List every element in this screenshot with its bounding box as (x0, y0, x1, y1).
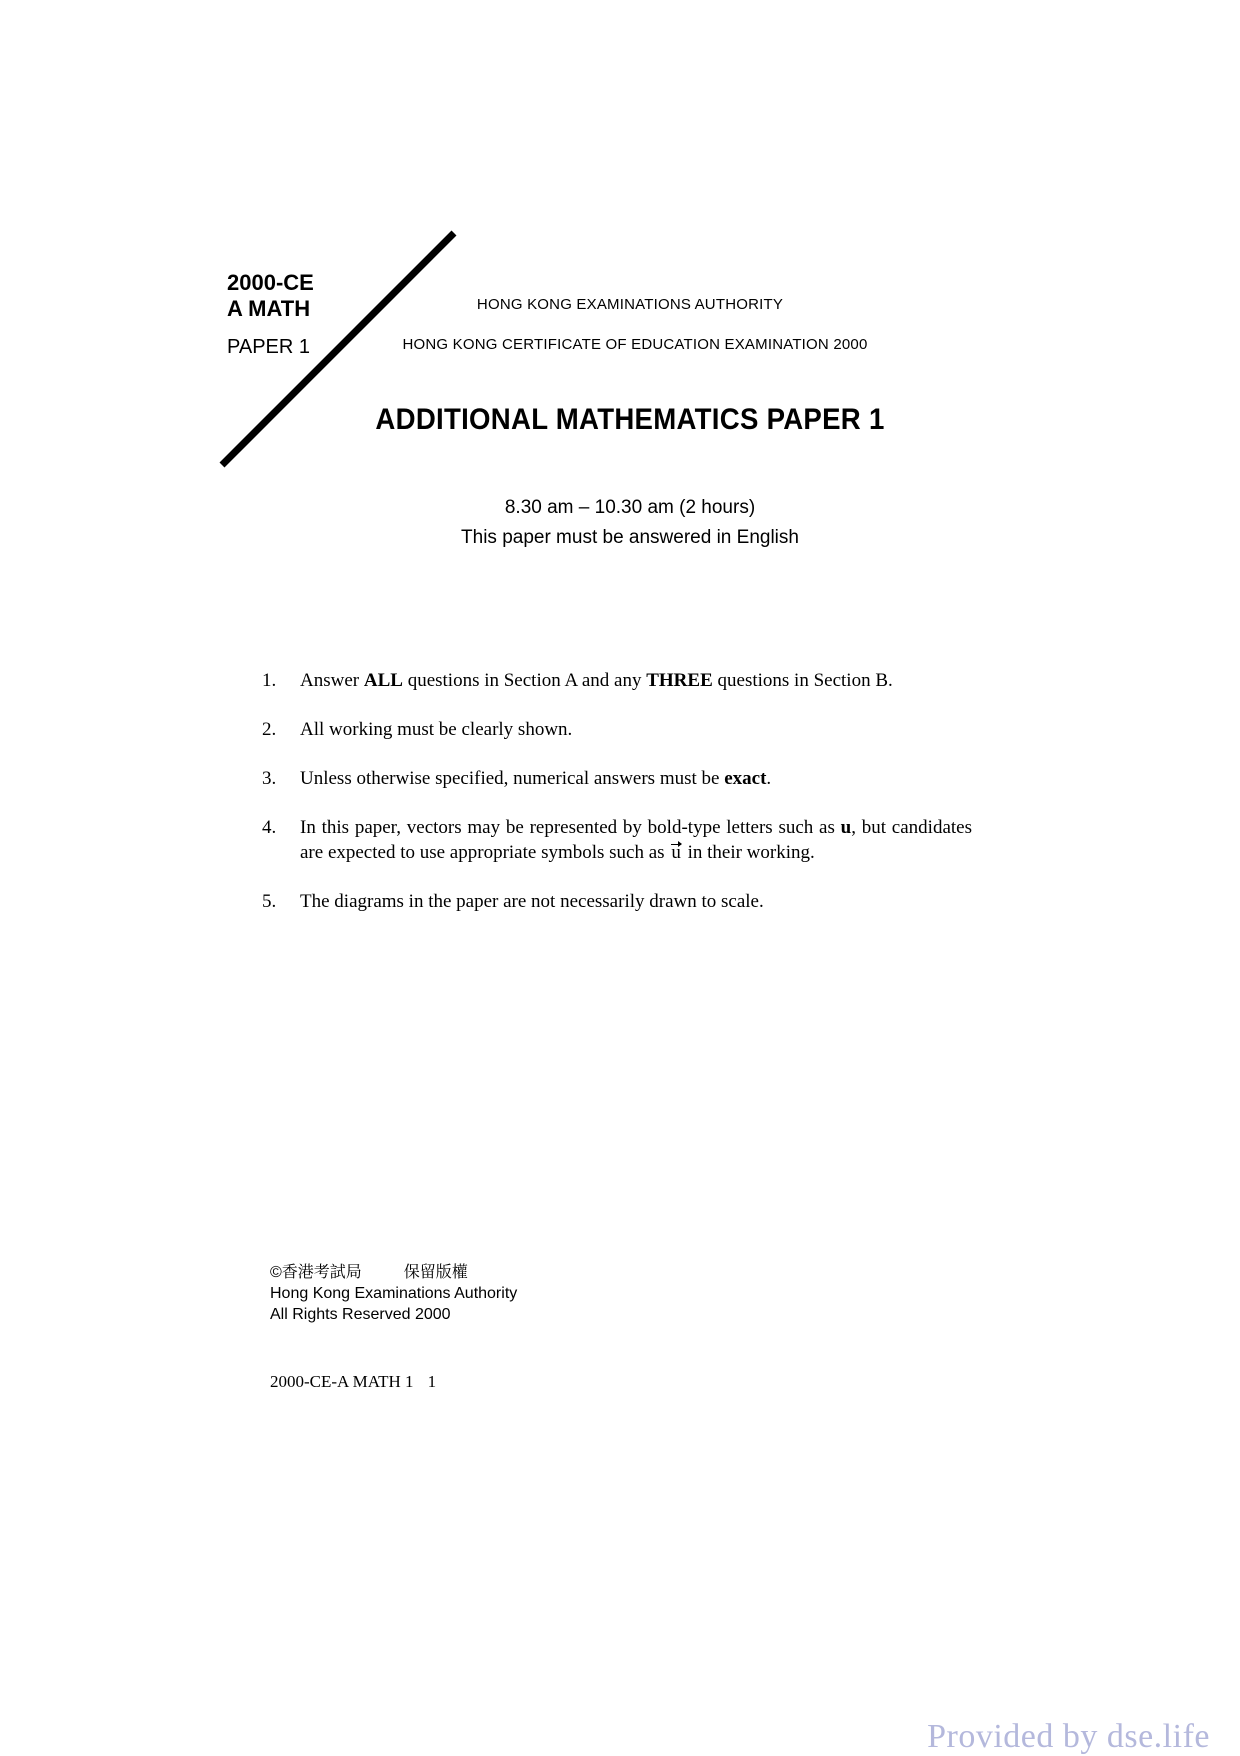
exam-timing: 8.30 am – 10.30 am (2 hours) (504, 497, 756, 518)
watermark: Provided by dse.life (927, 1718, 1210, 1755)
footer-code: 2000-CE-A MATH 1 (270, 1372, 414, 1391)
instruction-number: 4. (262, 817, 277, 838)
footer (270, 1372, 436, 1392)
page-title: ADDITIONAL MATHEMATICS PAPER 1 (375, 403, 885, 436)
diagonal-slash (210, 225, 470, 485)
instruction-text: Unless otherwise specified, numerical answers must be (300, 768, 725, 789)
paper-code-line1: 2000-CE (227, 270, 314, 295)
instruction-item (262, 717, 972, 742)
instruction-number: 3. (262, 768, 277, 789)
instruction-text: , but candidates are expected to use appropriate symbols such as (300, 817, 972, 863)
instructions-list (262, 668, 972, 938)
copyright-chinese-right: 保留版權 (403, 1264, 468, 1281)
instruction-text: questions in Section B. (712, 670, 893, 691)
paper-number: PAPER 1 (227, 336, 310, 358)
instruction-text: All working must be clearly shown. (300, 719, 573, 740)
instruction-text: . (766, 768, 772, 789)
instruction-number: 2. (262, 719, 277, 740)
instruction-bold: exact (724, 768, 767, 789)
instruction-text: In this paper, vectors may be represented by bold-type letters such as (300, 817, 841, 838)
page-number: 1 (427, 1372, 437, 1391)
instruction-item (262, 668, 972, 693)
instruction-item (262, 766, 972, 791)
language-note: This paper must be answered in English (461, 527, 799, 548)
paper-code-line2: A MATH (227, 296, 311, 321)
exam-name: HONG KONG CERTIFICATE OF EDUCATION EXAMINATION 2000 (402, 336, 868, 353)
instruction-number: 5. (262, 891, 277, 912)
instruction-bold: ALL (363, 670, 403, 691)
copyright-authority: Hong Kong Examinations Authority (270, 1285, 518, 1302)
instruction-text: Answer (300, 670, 364, 691)
copyright-chinese (270, 1262, 517, 1283)
copyright-chinese-left: ©香港考試局 (270, 1264, 362, 1281)
authority-name: HONG KONG EXAMINATIONS AUTHORITY (476, 296, 784, 313)
vector-symbol: u (671, 842, 681, 863)
instruction-bold: u (840, 817, 852, 838)
copyright-rights: All Rights Reserved 2000 (270, 1306, 451, 1323)
copyright-block (270, 1262, 517, 1325)
instruction-bold: THREE (646, 670, 713, 691)
instruction-text: The diagrams in the paper are not necessarily drawn to scale. (300, 891, 764, 912)
instruction-number: 1. (262, 670, 277, 691)
instruction-text: questions in Section A and any (402, 670, 647, 691)
instruction-item (262, 815, 972, 865)
instruction-item (262, 889, 972, 914)
instruction-text: in their working. (682, 842, 815, 863)
